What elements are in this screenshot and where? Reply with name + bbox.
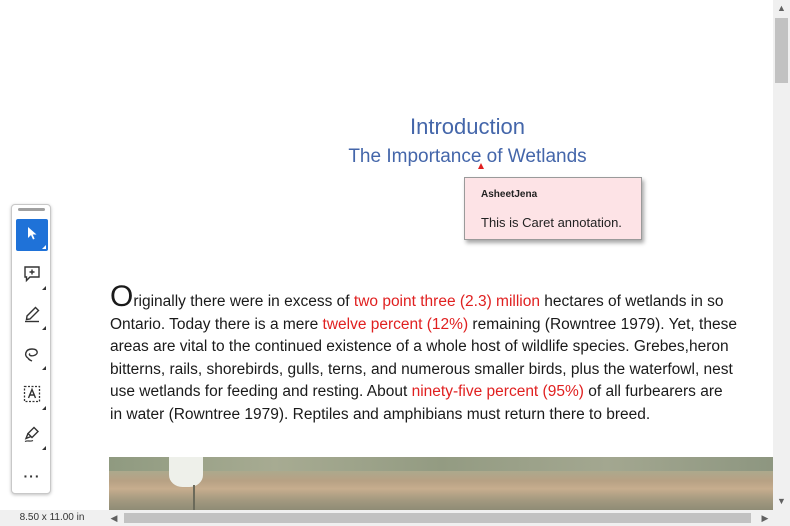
annotation-toolbar [11,204,51,494]
text-run: in water (Rowntree 1979). Reptiles and amphibians must return there to breed. [110,405,651,423]
paragraph-line [110,314,773,337]
text-run: areas are vital to the continued existence of a whole host of wildlife species. Grebes,heron [110,338,729,356]
highlight-tool-button[interactable] [16,300,48,332]
select-tool-button[interactable] [16,219,48,251]
caret-annotation-marker[interactable] [478,163,484,169]
body-paragraph [110,280,773,427]
text-run: Ontario. Today there is a mere [110,315,323,333]
signature-pen-icon [23,425,41,448]
page-size-readout: 8.50 x 11.00 in [19,512,85,523]
status-bar [0,510,790,526]
scroll-right-icon[interactable]: ▶ [761,513,769,523]
lasso-icon [23,345,41,368]
text-run: hectares of wetlands in so [539,293,724,310]
page-title: Introduction [410,114,525,139]
paragraph-line [110,381,773,404]
pen-icon [23,305,41,328]
toolbar-drag-handle[interactable] [18,208,45,211]
signature-tool-button[interactable] [16,420,48,452]
vertical-scroll-thumb[interactable] [775,18,788,83]
paragraph-line [110,404,773,427]
text-run: of all furbearers are [583,383,723,401]
text-run: remaining (Rowntree 1979). Yet, these [468,315,737,333]
wetland-photo [109,457,773,510]
highlighted-text: twelve percent (12%) [322,315,469,333]
scroll-up-icon[interactable]: ▲ [777,3,786,13]
text-run: bitterns, rails, shorebirds, gulls, terns, and numerous smaller birds, plus the waterfowl, nest [110,360,733,378]
annotation-author: AsheetJena [481,189,538,200]
text-run: riginally there were in excess of [133,293,354,310]
scroll-left-icon[interactable]: ◀ [110,513,118,523]
comment-tool-button[interactable] [16,260,48,292]
horizontal-scrollbar[interactable] [106,510,773,526]
scrollbar-corner [773,510,790,526]
paragraph-line [110,280,773,314]
paragraph-line [110,336,773,359]
paragraph-line [110,359,773,382]
scroll-down-icon[interactable]: ▼ [777,496,786,506]
text-box-tool-button[interactable] [16,380,48,412]
annotation-text: This is Caret annotation. [481,215,622,230]
cursor-arrow-icon [24,225,40,246]
highlighted-text: ninety-five percent (95%) [411,383,584,401]
text-run: use wetlands for feeding and resting. About [110,383,412,401]
horizontal-scroll-thumb[interactable] [124,513,751,523]
annotation-popup[interactable] [464,177,642,240]
freehand-tool-button[interactable] [16,340,48,372]
comment-add-icon [23,265,41,288]
highlighted-text: two point three (2.3) million [353,293,540,310]
text-box-icon [23,385,41,408]
page-subtitle: The Importance of Wetlands [348,146,587,167]
more-tools-button[interactable]: ··· [23,468,41,484]
drop-cap: O [110,280,134,313]
vertical-scrollbar[interactable] [773,0,790,510]
